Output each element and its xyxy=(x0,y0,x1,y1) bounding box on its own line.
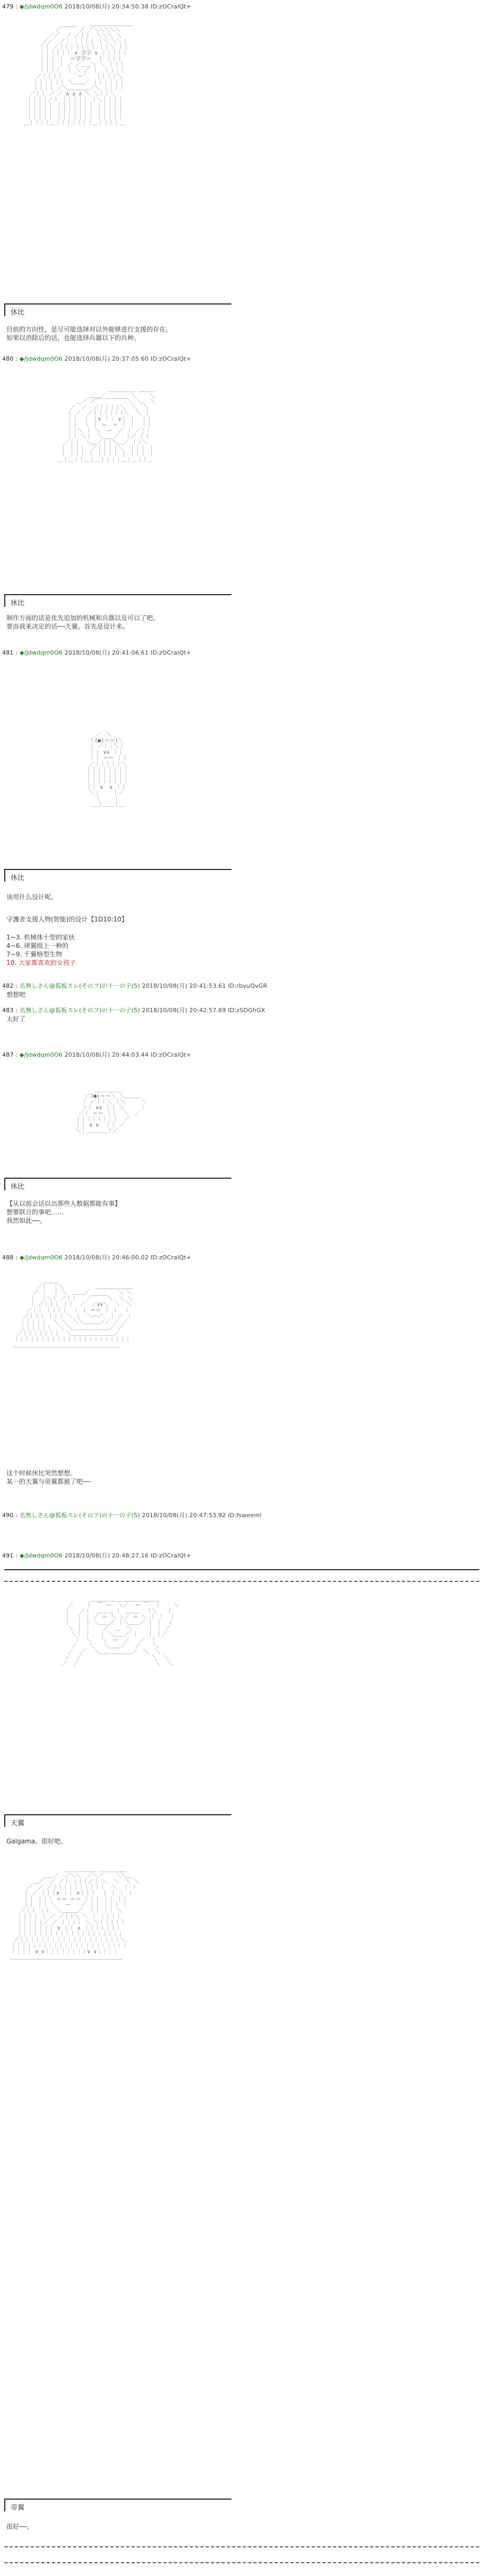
post-id[interactable]: ID:zSDGhGX xyxy=(228,1007,265,1014)
ascii-art: ＿＿＿＿＿＿ ＿＿＿＿＿ ＿＿／ ／＼＼ ／＼／ ＼＼＿ ＿／ ／ ／｜ ｜｜｜／｜ ＼ ＼ ＼ ＼ ／ ／ ／｜｜｜｜｜｜｜｜｜｜ ＼ ｜ ｜ ｜ ／ ｜｜｜∨ ｜｜ ∨｜｜｜ ｜ ｜ ｜ ｜ ｜｜ ｜｜｜ ＝＝ ＝＝ ｜｜｜ ｜｜ ｜｜ ｜｜ ｜｜ ＼ ー ／ ｜｜ ｜｜｜ ｜ ／｜｜ ｜｜ ＼＿＿＿／ ｜｜ ｜｜ ＼ ｜｜｜｜ ｜ ／ ／｜｜＼ ＼ ｜ ｜｜｜｜ ｜｜｜｜｜／ ／ ｜｜｜｜ ＼ ＼｜｜｜｜｜ ｜｜｜｜｜｜｜ ∧ ｜｜ ∧ ｜｜｜｜｜｜｜ ｜｜｜｜｜｜｜｜｜｜｜｜｜｜｜｜｜｜｜｜ ／｜｜｜｜｜｜｜｜｜｜｜｜｜｜｜｜｜｜｜＼ ｜｜｜｜｜｜｜｜｜｜｜｜｜｜｜｜｜｜｜｜｜｜ ｜｜｜｜ ∨ ∨｜｜｜｜｜｜｜｜∨ ∨｜｜｜｜ ＿＿＿＿＿＿＿＿＿＿＿＿＿＿＿＿＿＿＿＿＿ xyxy=(11,1867,140,1961)
post-number[interactable]: 482 : xyxy=(2,982,18,989)
ascii-art: ＿＿＿＿＿ ／(●)＝＝＼ ＼＿＿＿ ｜ ／｜｜＼ ｜＼ ＼ ｜｜ ∨∨ ｜｜ ＼ ｜ ／｜ ＝＝ ｜｜ ＼ ／ ｜｜｜｜｜｜｜｜ ／ ｜｜ ∨ ∨ ｜｜ ／ ＼｜＿＿＿＿｜／ xyxy=(75,1087,147,1134)
speaker-name: 天翼 xyxy=(11,1820,25,1827)
body-text: 要由我来决定的话──天翼。首先是设计来。 xyxy=(6,623,129,630)
body-text: 如果以消除后的话，也能选择兵器以下的兵种。 xyxy=(6,334,141,342)
divider xyxy=(4,1581,479,1582)
post-number[interactable]: 483 : xyxy=(2,1007,18,1014)
body-text: 7~9. 千翼格型生物 xyxy=(6,951,62,958)
post-header xyxy=(2,648,191,657)
post-date: 2018/10/08(月) 20:47:53.92 xyxy=(142,1512,226,1519)
poster-name: 名無しさん@狐板スレ(そのフ)の十一の子(5) xyxy=(19,1007,140,1014)
body-text: 某一的天翼与帝翼都被了吧── xyxy=(6,1478,91,1485)
post-number[interactable]: 481 : xyxy=(2,649,18,656)
post-date: 2018/10/08(月) 20:42:57.69 xyxy=(142,1007,226,1014)
post-number[interactable]: 490 : xyxy=(2,1512,18,1519)
poster-name: ◆/Jdwdqm0O6 xyxy=(19,1552,63,1559)
body-text: 太好了 xyxy=(6,1015,26,1023)
body-text: Galgama、很好吧。 xyxy=(6,1838,67,1845)
post-header xyxy=(2,1006,265,1014)
post-header xyxy=(2,1050,191,1059)
body-text: 目前的方向性，是尽可能选择对以外能够进行支援的存在。 xyxy=(6,326,172,333)
body-text: 守護者支援人物(智能)的设计【1D10:10】 xyxy=(6,916,128,923)
body-text: 很好──。 xyxy=(6,2523,33,2530)
body-text: 4~6. 律翼级上一种的 xyxy=(6,942,68,950)
post-id[interactable]: ID:zOCraIQt+ xyxy=(150,1254,192,1261)
post-header xyxy=(2,981,267,990)
speaker-name: 帝翼 xyxy=(11,2504,25,2512)
post-id[interactable]: ID:rbvuQvGR xyxy=(228,982,268,989)
post-number[interactable]: 479 : xyxy=(2,3,18,10)
poster-name: ◆/Jdwdqm0O6 xyxy=(19,3,63,10)
ascii-art: ＿＿＿＿＿＿＿＿＿＿＿＿＿ ／ ｜ ￣ ー ＼／ ー ￣ ｜ ＼ ｜ ／｜ ＿＿＿ ｜ ＿＿＿ ｜＼ ｜ ｜ ｜ ｜ ／ ＝ ＼ ｜／ ＝ ＼ ｜ ｜ ｜ ｜ ｜ ｜ ＼＿＿／ ｜＼＿＿／ ｜ ｜ ｜ ＼ ｜ ｜ ／ ＿ ＼ ｜ ｜ ／ ＼｜ ｜ ｜ ＼＿＿／ ｜ ｜ ｜／ ｜ ＼ ＼ ー ／ ／ ｜ ／ ＼ ＼＿＿／ ／ ＼ ／ ／ ＼＿＿＿＿＿＿／ ＼ ＼ ／ ／ ＼ ＼ ／ ／ ＼ ＼ xyxy=(62,1597,179,1667)
ascii-art: ／￣＼ ｜(●)＝＝)＼ ｜ ／｜｜＼｜ ｜｜ ∨∨ ｜｜ ｜｜ ＝＝ ｜｜ ／｜｜｜｜｜＼ ｜｜｜｜｜｜｜｜ ｜｜｜｜｜｜｜｜ ｜｜｜｜｜｜｜｜ ｜｜ ∨ ∨ ｜｜ ＼｜ ｜／ ｜ ｜ ＿｜＿＿｜＿ xyxy=(86,732,129,808)
speaker-bar xyxy=(4,869,231,882)
poster-name: ◆/Jdwdqm0O6 xyxy=(19,1254,63,1261)
speaker-bar xyxy=(4,1178,231,1190)
post-header xyxy=(2,1511,262,1519)
divider xyxy=(4,2546,479,2547)
post-id[interactable]: ID:zOCraIQt+ xyxy=(150,1552,192,1559)
body-text: 我然如此──。 xyxy=(6,1217,46,1224)
speaker-bar xyxy=(4,1814,231,1827)
body-text: 1~3. 机械体十型的家伙 xyxy=(6,934,75,941)
poster-name: 名無しさん@狐板スレ(そのフ)の十一の子(5) xyxy=(19,982,140,989)
post-header xyxy=(2,2,191,11)
ascii-art: ＿＿＿＿＿＿＿＿ ／￣￣￣ ／ ／＼＼＼＼＼ ／／ ／ ／｜｜ ＼＼＼ ＼ ／／ ／｜ ｜｜｜｜ ｜＼ ＼＼｜ ｜｜ ／｜｜｜｜｜｜｜ ｜｜＼ ｜｜ ｜｜｜｜｜｜ ∨ 字字 ∨ ｜｜｜｜｜ ｜｜｜ ｜ ＝字字＝ ｜ ｜｜｜ ｜｜｜ ｜ ／ ／＿＿＼ ＼ ｜｜｜ ｜｜｜｜ ｜ ＼ ／ ｜ ｜｜｜｜ ／｜｜｜｜ ｀ー´ ｜｜｜｜＼ ｜｜｜｜｜｜ ＼＿＿／ ｜｜｜｜｜｜ ｜｜｜｜ ／＼＿＿＿＿／＼ ｜｜｜｜ ／｜｜ ／ ／ ∧ ∧ ∧ ＼ ＼｜｜＼ ｜｜｜｜／｜ ｜｜｜｜｜ ｜＼｜｜｜｜ ｜｜｜｜｜ ｜｜｜｜｜｜｜ ｜｜｜｜｜ ｜｜｜｜｜ ｜｜｜｜｜｜｜ ｜｜｜｜｜ ｜｜｜｜｜ ｜｜｜｜｜｜｜ ｜｜｜｜｜ ＿｜｜｜｜＿｜｜｜｜｜｜｜＿｜｜｜｜＿ xyxy=(23,21,133,126)
post-date: 2018/10/08(月) 20:41:53.61 xyxy=(142,982,226,989)
speaker-name: 休比 xyxy=(11,599,25,607)
body-text: 想要联合的事吧…… xyxy=(6,1208,64,1216)
body-text: 想想吧 xyxy=(6,991,26,998)
post-date: 2018/10/08(月) 20:48:27.16 xyxy=(64,1552,149,1559)
post-header xyxy=(2,1551,191,1560)
post-id[interactable]: ID:zOCraIQt+ xyxy=(150,649,192,656)
post-date: 2018/10/08(月) 20:37:05.60 xyxy=(64,355,149,362)
post-date: 2018/10/08(月) 20:44:03.44 xyxy=(64,1051,149,1058)
post-number[interactable]: 480 : xyxy=(2,355,18,362)
speaker-name: 休比 xyxy=(11,1183,25,1191)
post-header xyxy=(2,1253,191,1261)
post-number[interactable]: 491 : xyxy=(2,1552,18,1559)
post-date: 2018/10/08(月) 20:34:50.38 xyxy=(64,3,149,10)
poster-name: ◆/Jdwdqm0O6 xyxy=(19,1051,63,1058)
post-id[interactable]: ID:zOCraIQt+ xyxy=(150,1051,192,1058)
post-header xyxy=(2,354,191,363)
post-id[interactable]: ID:zOCraIQt+ xyxy=(150,3,192,10)
poster-name: ◆/Jdwdqm0O6 xyxy=(19,355,63,362)
speaker-bar xyxy=(4,303,231,316)
ascii-art: ＿＿＿＿＿ ＿＿＿ ＿＿／ ＼ ＼ ＿／ ／￣￣￣￣￣￣＼ ＼＿ ＼ ／ ／ ／｜｜｜｜＼ ＼ ＼ ｜ ／ ／｜｜｜｜｜｜＼ ＼ ｜ ｜｜ ｜ ｜∨ ｜｜ ∨｜ ｜ ｜｜ ｜｜ ｜ ｜ ＝ ＝ ｜ ｜ ｜｜ ｜｜＼ ｜ ＼ ー ／ ｜ ／｜｜ ｜｜ ＼｜ ＼＿＿／ ｜／ ｜｜ ／｜｜ ＼＿／｜｜＼＿／ ｜｜＼ ｜ ｜｜｜ ／｜｜｜｜＼ ｜｜｜ ｜ ｜ ｜｜｜ ｜ ｜｜｜｜ ｜ ｜｜｜ ｜ ＿｜＿｜｜＿｜＿｜｜｜｜＿｜＿｜｜＿ xyxy=(57,387,156,463)
post-id[interactable]: ID:zOCraIQt+ xyxy=(150,355,192,362)
speaker-bar xyxy=(4,594,231,607)
post-number[interactable]: 487 : xyxy=(2,1051,18,1058)
speaker-bar xyxy=(4,2499,231,2511)
poster-name: 名無しさん@狐板スレ(そのフ)の十一の子(5) xyxy=(19,1512,140,1519)
post-number[interactable]: 488 : xyxy=(2,1254,18,1261)
poster-name: ◆/Jdwdqm0O6 xyxy=(19,649,63,656)
divider xyxy=(4,2562,479,2563)
post-id[interactable]: ID:fsweeml xyxy=(228,1512,262,1519)
ascii-art: ＿＿＿ ／｜ ｜＼ ＿＿＿＿＿＿＿ ／ ｜ ｜ ＼ ＿＿／ ＼ ＼ ｜ ｜＼｜ ／｜｜ ／￣￣￣＼ ＼ ＼ ｜ ／｜｜｜ ｜｜ ／ ／∨∨＼ ＼ ＼ ／｜｜ ｜｜｜｜ ｜ ｜ ＝＝ ｜ ｜ ｜ ／｜｜｜ ｜｜｜ ＼ ｜ ＼ー／ ｜ ／ ｜ ｜｜｜｜｜ ＼ ＼ ＼＼＿＿＿／／ ／ ／ ｜｜｜｜｜｜ ＼ ＼＿＿＿＿＿＿＿／ ／ ／｜｜｜｜｜｜｜ ＼＿＿＿＿＿＿＿＿／ ｜｜｜｜｜｜｜｜｜｜｜｜｜｜｜｜｜｜｜｜｜｜ ＿＿＿＿＿＿＿＿＿＿＿＿＿＿＿＿＿＿＿＿ xyxy=(14,1278,133,1348)
speaker-name: 休比 xyxy=(11,309,25,317)
body-text: 这个时候休比突然想想。 xyxy=(6,1469,77,1477)
body-text: 制作方面的话是优先追加的机械和兵器以及可以了吧。 xyxy=(6,614,160,622)
speaker-name: 休比 xyxy=(11,874,25,882)
post-date: 2018/10/08(月) 20:46:00.02 xyxy=(64,1254,149,1261)
post-date: 2018/10/08(月) 20:41:06.61 xyxy=(64,649,149,656)
body-text: 【从以前会话以出那些人数据都能有事】 xyxy=(6,1200,122,1207)
body-text-highlight: 10. 大家都喜欢的女孩子 xyxy=(6,959,76,967)
divider xyxy=(4,1569,479,1570)
body-text: 该用什么设计呢。 xyxy=(6,893,58,901)
